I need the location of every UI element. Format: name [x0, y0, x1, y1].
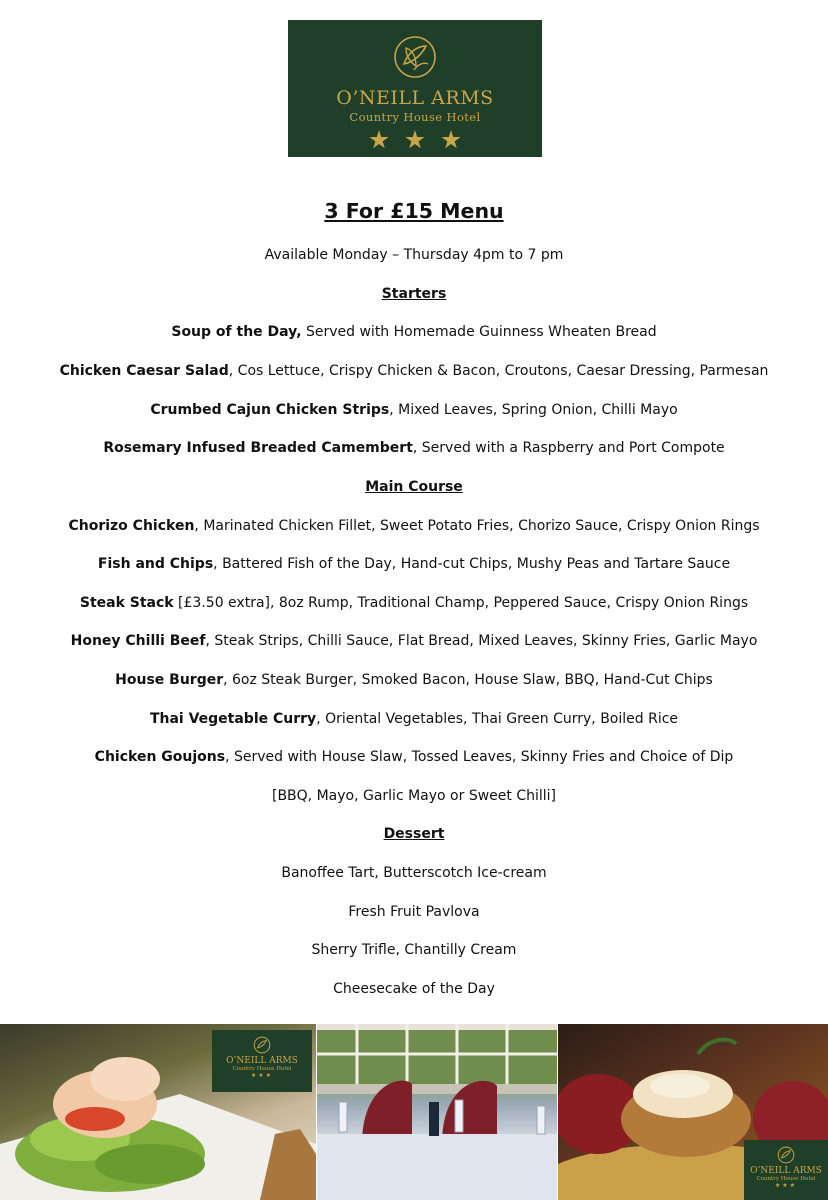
photo-strip [0, 1024, 828, 1200]
menu-title: 3 For £15 Menu [324, 199, 504, 223]
item-description: , 6oz Steak Burger, Smoked Bacon, House Slaw, BBQ, Hand-Cut Chips [223, 672, 713, 688]
item-name: Chorizo Chicken [68, 518, 195, 534]
item-description: , Served with House Slaw, Tossed Leaves, Skinny Fries and Choice of Dip [225, 749, 734, 765]
section-heading-dessert: Dessert [383, 826, 445, 842]
dessert-item: Sherry Trifle, Chantilly Cream [311, 942, 517, 958]
menu-item [0, 632, 828, 650]
dessert-item: Banoffee Tart, Butterscotch Ice-cream [281, 865, 547, 881]
item-name: Chicken Caesar Salad [59, 363, 229, 379]
camembert-tart-photo [558, 1024, 828, 1200]
item-name: House Burger [115, 672, 224, 688]
section-heading-starters: Starters [381, 286, 447, 302]
star-icon [369, 130, 389, 150]
mini-logo-stars: ★★★ [774, 1182, 798, 1189]
menu-item [0, 362, 828, 380]
availability-text: Available Monday – Thursday 4pm to 7 pm [264, 247, 564, 263]
mini-logo-brand: O’NEILL ARMS [750, 1166, 822, 1176]
menu-item [0, 401, 828, 419]
item-description: , Steak Strips, Chilli Sauce, Flat Bread, Mixed Leaves, Skinny Fries, Garlic Mayo [205, 633, 758, 649]
leaf-emblem-icon [392, 34, 438, 80]
mini-logo-subtitle: Country House Hotel [232, 1066, 292, 1072]
item-name: Thai Vegetable Curry [149, 711, 317, 727]
menu-item [0, 710, 828, 728]
item-description: Served with Homemade Guinness Wheaten Bread [301, 324, 657, 340]
item-name: Honey Chilli Beef [70, 633, 206, 649]
item-description: , Mixed Leaves, Spring Onion, Chilli Mayo [389, 402, 678, 418]
item-name: Steak Stack [79, 595, 174, 611]
photo-logo-overlay [212, 1030, 312, 1092]
menu-item [0, 323, 828, 341]
menu-item [0, 594, 828, 612]
item-name: Chicken Goujons [94, 749, 226, 765]
menu-item [0, 671, 828, 689]
menu-item [0, 555, 828, 573]
item-name: Fish and Chips [97, 556, 214, 572]
item-description: , Battered Fish of the Day, Hand-cut Chips, Mushy Peas and Tartare Sauce [213, 556, 731, 572]
item-description: , Cos Lettuce, Crispy Chicken & Bacon, Croutons, Caesar Dressing, Parmesan [228, 363, 769, 379]
mini-logo-brand: O’NEILL ARMS [226, 1056, 298, 1066]
mini-logo-subtitle: Country House Hotel [756, 1176, 816, 1182]
star-icon [405, 130, 425, 150]
dining-room-photo [317, 1024, 557, 1200]
dessert-item: Cheesecake of the Day [333, 981, 495, 997]
logo-brand-name: O’NEILL ARMS [336, 87, 494, 109]
menu-item [0, 748, 828, 766]
leaf-emblem-icon [253, 1036, 271, 1054]
mini-logo-stars: ★★★ [250, 1072, 274, 1079]
photo-logo-overlay [744, 1140, 828, 1200]
item-description: , Oriental Vegetables, Thai Green Curry, Boiled Rice [316, 711, 679, 727]
dining-room-illustration [317, 1024, 557, 1200]
item-description: [£3.50 extra], 8oz Rump, Traditional Champ, Peppered Sauce, Crispy Onion Rings [173, 595, 749, 611]
star-icon [441, 130, 461, 150]
section-heading-main-course: Main Course [365, 479, 463, 495]
prawn-salad-photo [0, 1024, 316, 1200]
item-name: Soup of the Day, [171, 324, 302, 340]
hotel-logo [288, 20, 542, 157]
item-description: , Served with a Raspberry and Port Compote [412, 440, 725, 456]
menu-item [0, 439, 828, 457]
menu-item [0, 517, 828, 535]
dip-options-note: [BBQ, Mayo, Garlic Mayo or Sweet Chilli] [271, 788, 556, 804]
leaf-emblem-icon [777, 1146, 795, 1164]
item-name: Rosemary Infused Breaded Camembert [103, 440, 413, 456]
item-name: Crumbed Cajun Chicken Strips [150, 402, 390, 418]
logo-subtitle: Country House Hotel [349, 110, 481, 124]
item-description: , Marinated Chicken Fillet, Sweet Potato Fries, Chorizo Sauce, Crispy Onion Rings [194, 518, 760, 534]
dessert-item: Fresh Fruit Pavlova [348, 904, 480, 920]
